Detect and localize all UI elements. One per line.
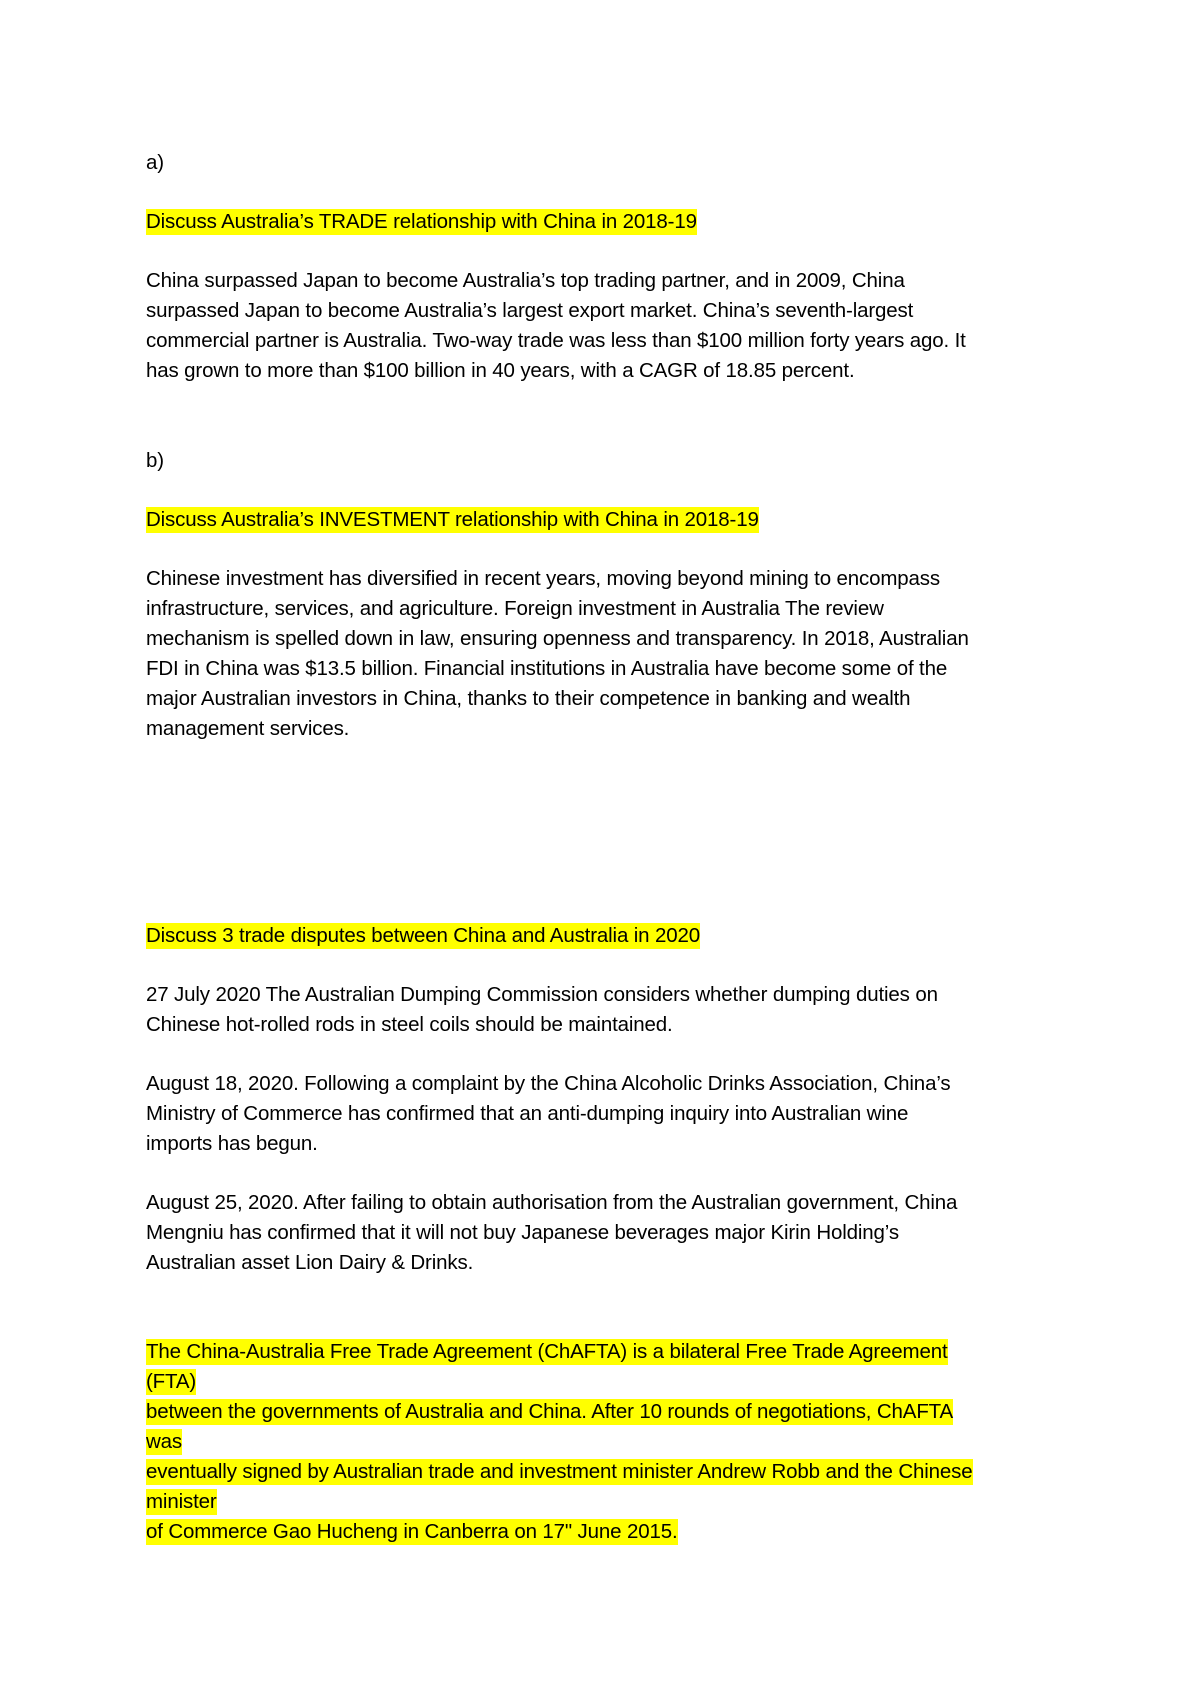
section-a-label: a)	[146, 151, 164, 174]
chafta-line	[146, 1397, 953, 1427]
chafta-line	[146, 1337, 948, 1367]
chafta-line-text: (FTA)	[146, 1370, 197, 1393]
dispute-2-line: August 18, 2020. Following a complaint by the China Alcoholic Drinks Association, China’s	[146, 1072, 951, 1095]
section-a-heading-text: Discuss Australia’s TRADE relationship with China in 2018-19	[146, 210, 697, 233]
section-b-body-line: infrastructure, services, and agriculture. Foreign investment in Australia The review	[146, 597, 884, 620]
dispute-3-line: Australian asset Lion Dairy & Drinks.	[146, 1251, 474, 1274]
chafta-line-text: between the governments of Australia and China. After 10 rounds of negotiations, ChAFTA	[146, 1400, 954, 1423]
chafta-line	[146, 1517, 678, 1547]
dispute-3-line: Mengniu has confirmed that it will not buy Japanese beverages major Kirin Holding’s	[146, 1221, 899, 1244]
section-b-body-line: Chinese investment has diversified in recent years, moving beyond mining to encompass	[146, 567, 940, 590]
section-a-body-line: has grown to more than $100 billion in 40 years, with a CAGR of 18.85 percent.	[146, 359, 855, 382]
chafta-line-text: eventually signed by Australian trade and investment minister Andrew Robb and the Chinese	[146, 1460, 973, 1483]
section-a-body-line: commercial partner is Australia. Two-way trade was less than $100 million forty years ago. It	[146, 329, 966, 352]
dispute-1-line: 27 July 2020 The Australian Dumping Commission considers whether dumping duties on	[146, 983, 938, 1006]
section-b-body-line: FDI in China was $13.5 billion. Financial institutions in Australia have become some of the	[146, 657, 948, 680]
section-b-body-line: major Australian investors in China, thanks to their competence in banking and wealth	[146, 687, 911, 710]
section-c-heading	[146, 921, 700, 951]
section-a-body-line: surpassed Japan to become Australia’s largest export market. China’s seventh-largest	[146, 299, 914, 322]
section-a-heading	[146, 207, 697, 237]
dispute-2-line: imports has begun.	[146, 1132, 318, 1155]
dispute-2-line: Ministry of Commerce has confirmed that an anti-dumping inquiry into Australian wine	[146, 1102, 909, 1125]
dispute-3-line: August 25, 2020. After failing to obtain authorisation from the Australian government, China	[146, 1191, 958, 1214]
chafta-line-text: was	[146, 1430, 183, 1453]
chafta-line-text: The China-Australia Free Trade Agreement (ChAFTA) is a bilateral Free Trade Agreement	[146, 1340, 948, 1363]
section-b-heading-text: Discuss Australia’s INVESTMENT relationship with China in 2018-19	[146, 508, 759, 531]
chafta-line	[146, 1427, 182, 1457]
section-a-body-line: China surpassed Japan to become Australia’s top trading partner, and in 2009, China	[146, 269, 905, 292]
dispute-1-line: Chinese hot-rolled rods in steel coils should be maintained.	[146, 1013, 673, 1036]
section-b-heading	[146, 505, 759, 535]
section-c-heading-text: Discuss 3 trade disputes between China and Australia in 2020	[146, 924, 700, 947]
chafta-line	[146, 1457, 973, 1487]
section-b-body-line: mechanism is spelled down in law, ensuring openness and transparency. In 2018, Australian	[146, 627, 969, 650]
chafta-line-text: of Commerce Gao Hucheng in Canberra on 17" June 2015.	[146, 1520, 678, 1543]
chafta-line	[146, 1367, 196, 1397]
section-b-label: b)	[146, 449, 164, 472]
chafta-line	[146, 1487, 217, 1517]
chafta-line-text: minister	[146, 1490, 217, 1513]
section-b-body-line: management services.	[146, 717, 350, 740]
